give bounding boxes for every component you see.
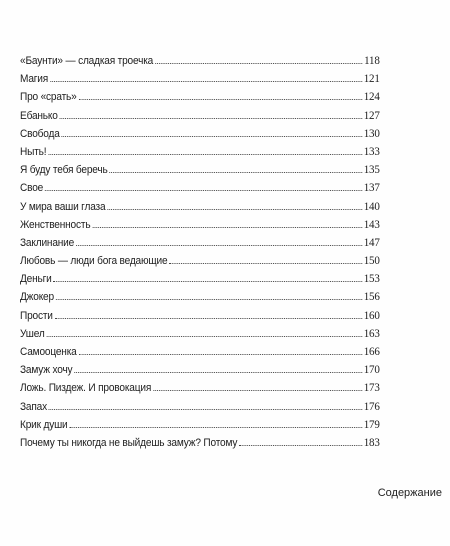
toc-dot-leader (153, 390, 362, 391)
toc-entry (20, 326, 380, 344)
toc-entry-title: Замуж хочу (20, 364, 73, 377)
toc-dot-leader (55, 318, 362, 319)
toc-dot-leader (60, 118, 362, 119)
toc-entry-page: 183 (363, 434, 380, 449)
toc-entry-page: 179 (363, 416, 380, 431)
toc-entry (20, 235, 380, 253)
toc-entry (20, 71, 380, 89)
toc-entry-title: Любовь — люди бога ведающие (20, 255, 168, 268)
toc-entry (20, 289, 380, 307)
toc-entry-title: Прости (20, 309, 53, 322)
toc-entry-page: 150 (363, 253, 380, 268)
toc-dot-leader (109, 172, 361, 173)
toc-entry (20, 53, 380, 71)
toc-dot-leader (62, 136, 362, 137)
toc-entry-page: 170 (363, 362, 380, 377)
toc-entry (20, 362, 380, 380)
toc-entry-title: Джокер (20, 291, 54, 304)
toc-entry-title: Почему ты никогда не выйдешь замуж? Потому (20, 436, 238, 449)
toc-entry-title: Заклинание (20, 236, 75, 249)
toc-entry-page: 124 (363, 89, 380, 104)
toc-entry-page: 121 (363, 71, 380, 86)
toc-entry (20, 108, 380, 126)
toc-entry (20, 162, 380, 180)
toc-dot-leader (78, 354, 361, 355)
toc-entry (20, 253, 380, 271)
toc-dot-leader (92, 227, 362, 228)
toc-entry-title: Свобода (20, 127, 60, 140)
toc-entry (20, 435, 380, 453)
toc-entry (20, 126, 380, 144)
toc-entry-page: 166 (363, 344, 380, 358)
toc-entry-page: 153 (363, 271, 380, 286)
toc-entry (20, 380, 380, 398)
toc-dot-leader (48, 154, 362, 155)
toc-entry-title: Я буду тебя беречь (20, 164, 108, 177)
toc-entry (20, 199, 380, 217)
toc-entry (20, 271, 380, 289)
toc-dot-leader (45, 190, 362, 191)
toc-dot-leader (69, 427, 362, 428)
toc-entry-page: 133 (363, 143, 380, 158)
toc-dot-leader (155, 63, 362, 64)
toc-entry (20, 308, 380, 326)
toc-entry (20, 417, 380, 435)
toc-dot-leader (78, 99, 361, 100)
toc-entry-title: Деньги (20, 273, 52, 286)
toc-entry-page: 127 (363, 107, 380, 122)
toc-entry-title: «Баунти» — сладкая троечка (20, 55, 154, 67)
toc-entry-page: 163 (363, 325, 380, 340)
toc-entry-page: 140 (363, 198, 380, 213)
toc-entry-title: Магия (20, 73, 49, 86)
toc-entry-title: Ныть! (20, 145, 47, 158)
toc-entry-title: Ебанько (20, 109, 58, 122)
toc-dot-leader (50, 81, 362, 82)
toc-entry-title: Крик души (20, 418, 68, 431)
table-of-contents (20, 53, 380, 453)
toc-entry-title: Женственность (20, 218, 91, 231)
toc-entry-title: Про «срать» (20, 91, 77, 104)
toc-entry-page: 135 (363, 162, 380, 177)
toc-entry-page: 156 (363, 289, 380, 304)
toc-entry-page: 173 (363, 380, 380, 395)
toc-entry (20, 217, 380, 235)
toc-entry (20, 344, 380, 362)
toc-entry-title: Свое (20, 182, 44, 195)
toc-dot-leader (169, 263, 362, 264)
toc-dot-leader (239, 445, 362, 446)
toc-entry-page: 137 (363, 180, 380, 195)
toc-entry-page: 147 (363, 234, 380, 249)
toc-dot-leader (56, 299, 362, 300)
toc-entry-title: У мира ваши глаза (20, 200, 106, 213)
toc-entry-page: 130 (363, 125, 380, 140)
toc-entry-page: 160 (363, 307, 380, 322)
toc-entry (20, 89, 380, 107)
toc-entry (20, 180, 380, 198)
toc-dot-leader (53, 281, 361, 282)
toc-entry-title: Самооценка (20, 346, 77, 358)
toc-entry-title: Ушел (20, 327, 45, 340)
toc-dot-leader (76, 245, 362, 246)
toc-entry-page: 143 (363, 216, 380, 231)
toc-entry (20, 399, 380, 417)
toc-dot-leader (46, 336, 361, 337)
toc-dot-leader (74, 372, 362, 373)
toc-entry (20, 144, 380, 162)
toc-entry-title: Ложь. Пиздеж. И провокация (20, 382, 152, 395)
toc-dot-leader (107, 209, 362, 210)
running-footer-section-title: Содержание (377, 487, 442, 499)
toc-entry-page: 176 (363, 398, 380, 413)
toc-entry-title: Запах (20, 400, 47, 413)
toc-entry-page: 118 (364, 53, 380, 67)
toc-dot-leader (49, 409, 362, 410)
